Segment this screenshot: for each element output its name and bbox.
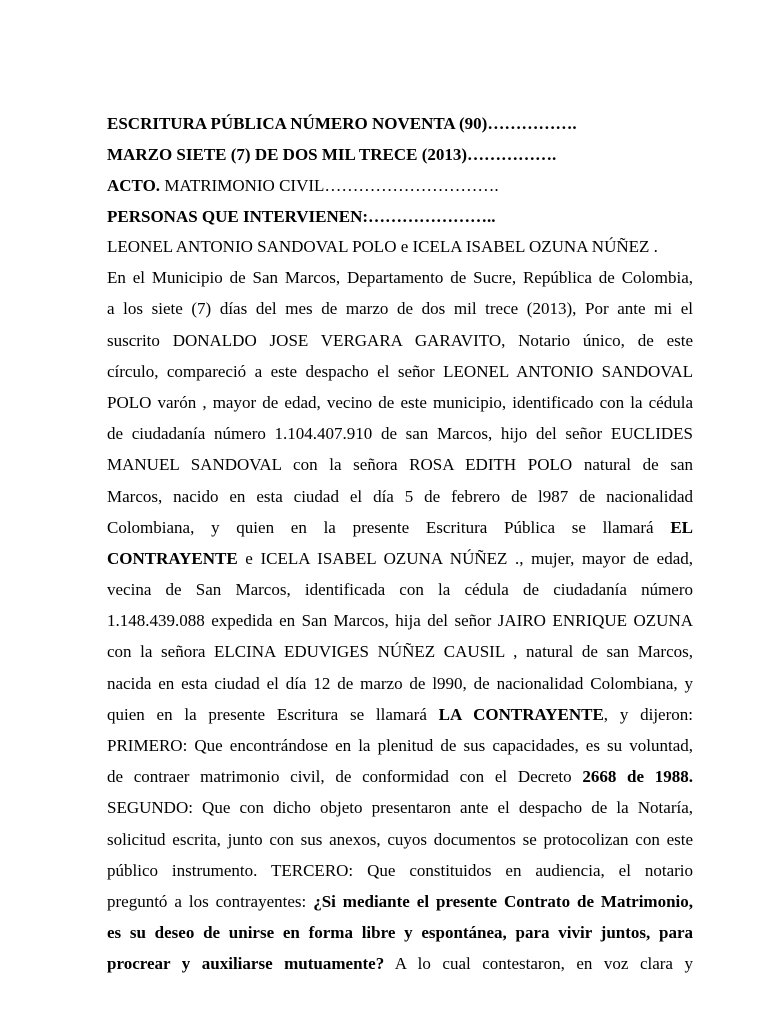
body-line: 1.148.439.088 expedida en San Marcos, hija del señor JAIRO ENRIQUE OZUNA (107, 611, 693, 631)
body-line: POLO varón , mayor de edad, vecino de este municipio, identificado con la cédula (107, 392, 693, 412)
deed-act-label: ACTO. (107, 176, 161, 195)
body-text-bold: ¿Si mediante el presente Contrato de Matrimonio, (313, 891, 693, 911)
body-line: LEONEL ANTONIO SANDOVAL POLO e ICELA ISABEL OZUNA NÚÑEZ . (107, 237, 658, 256)
body-text-bold: LA CONTRAYENTE (438, 704, 604, 724)
body-text-bold: CONTRAYENTE (107, 548, 238, 568)
body-line (107, 948, 693, 979)
deed-act (107, 170, 707, 201)
body-line: nacida en esta ciudad el día 12 de marzo de l990, de nacionalidad Colombiana, y (107, 673, 693, 693)
body-text: Colombiana, y quien en la presente Escritura Pública se llamará (107, 517, 671, 537)
body-text: A lo cual contestaron, en voz clara y (384, 954, 693, 974)
body-line (107, 886, 693, 917)
body-line (107, 512, 693, 543)
deed-act-value: MATRIMONIO CIVIL…………………………. (160, 176, 499, 195)
body-text: e ICELA ISABEL OZUNA NÚÑEZ ., mujer, mayor de edad, (237, 548, 693, 568)
body-line: SEGUNDO: Que con dicho objeto presentaron ante el despacho de la Notaría, (107, 798, 693, 818)
body-line (107, 761, 693, 792)
body-line: solicitud escrita, junto con sus anexos, cuyos documentos se protocolizan con este (107, 829, 693, 849)
body-line: de ciudadanía número 1.104.407.910 de san Marcos, hijo del señor EUCLIDES (107, 424, 693, 444)
body-text: , y dijeron: (603, 704, 693, 724)
deed-date: MARZO SIETE (7) DE DOS MIL TRECE (2013)……………. (107, 145, 557, 164)
body-line: suscrito DONALDO JOSE VERGARA GARAVITO, Notario único, de este (107, 330, 693, 350)
body-line: círculo, compareció a este despacho el señor LEONEL ANTONIO SANDOVAL (107, 361, 693, 381)
body-text-bold: procrear y auxiliarse mutuamente? (107, 954, 385, 974)
body-line: con la señora ELCINA EDUVIGES NÚÑEZ CAUSIL , natural de san Marcos, (107, 642, 693, 662)
body-line (107, 699, 693, 730)
body-line (107, 543, 693, 574)
body-line: MANUEL SANDOVAL con la señora ROSA EDITH POLO natural de san (107, 455, 693, 475)
deed-number: ESCRITURA PÚBLICA NÚMERO NOVENTA (90)……………. (107, 114, 577, 133)
body-line: PRIMERO: Que encontrándose en la plenitud de sus capacidades, es su voluntad, (107, 736, 693, 755)
body-text-bold: EL (670, 517, 693, 537)
body-line: En el Municipio de San Marcos, Departamento de Sucre, República de Colombia, (107, 268, 693, 288)
body-text: preguntó a los contrayentes: (107, 891, 314, 911)
body-text: quien en la presente Escritura se llamará (107, 704, 439, 724)
body-text: de contraer matrimonio civil, de conformidad con el Decreto (107, 767, 583, 787)
body-line: vecina de San Marcos, identificada con la cédula de ciudadanía número (107, 580, 693, 600)
deed-header (107, 108, 707, 232)
body-line: es su deseo de unirse en forma libre y espontánea, para vivir juntos, para (107, 923, 693, 943)
deed-parties-heading: PERSONAS QUE INTERVIENEN:………………….. (107, 207, 496, 226)
deed-body (107, 231, 693, 980)
body-line: Marcos, nacido en esta ciudad el día 5 de febrero de l987 de nacionalidad (107, 486, 693, 506)
body-line: a los siete (7) días del mes de marzo de dos mil trece (2013), Por ante mi el (107, 299, 693, 319)
body-line: público instrumento. TERCERO: Que constituidos en audiencia, el notario (107, 860, 693, 880)
body-text-bold: 2668 de 1988. (582, 767, 694, 787)
